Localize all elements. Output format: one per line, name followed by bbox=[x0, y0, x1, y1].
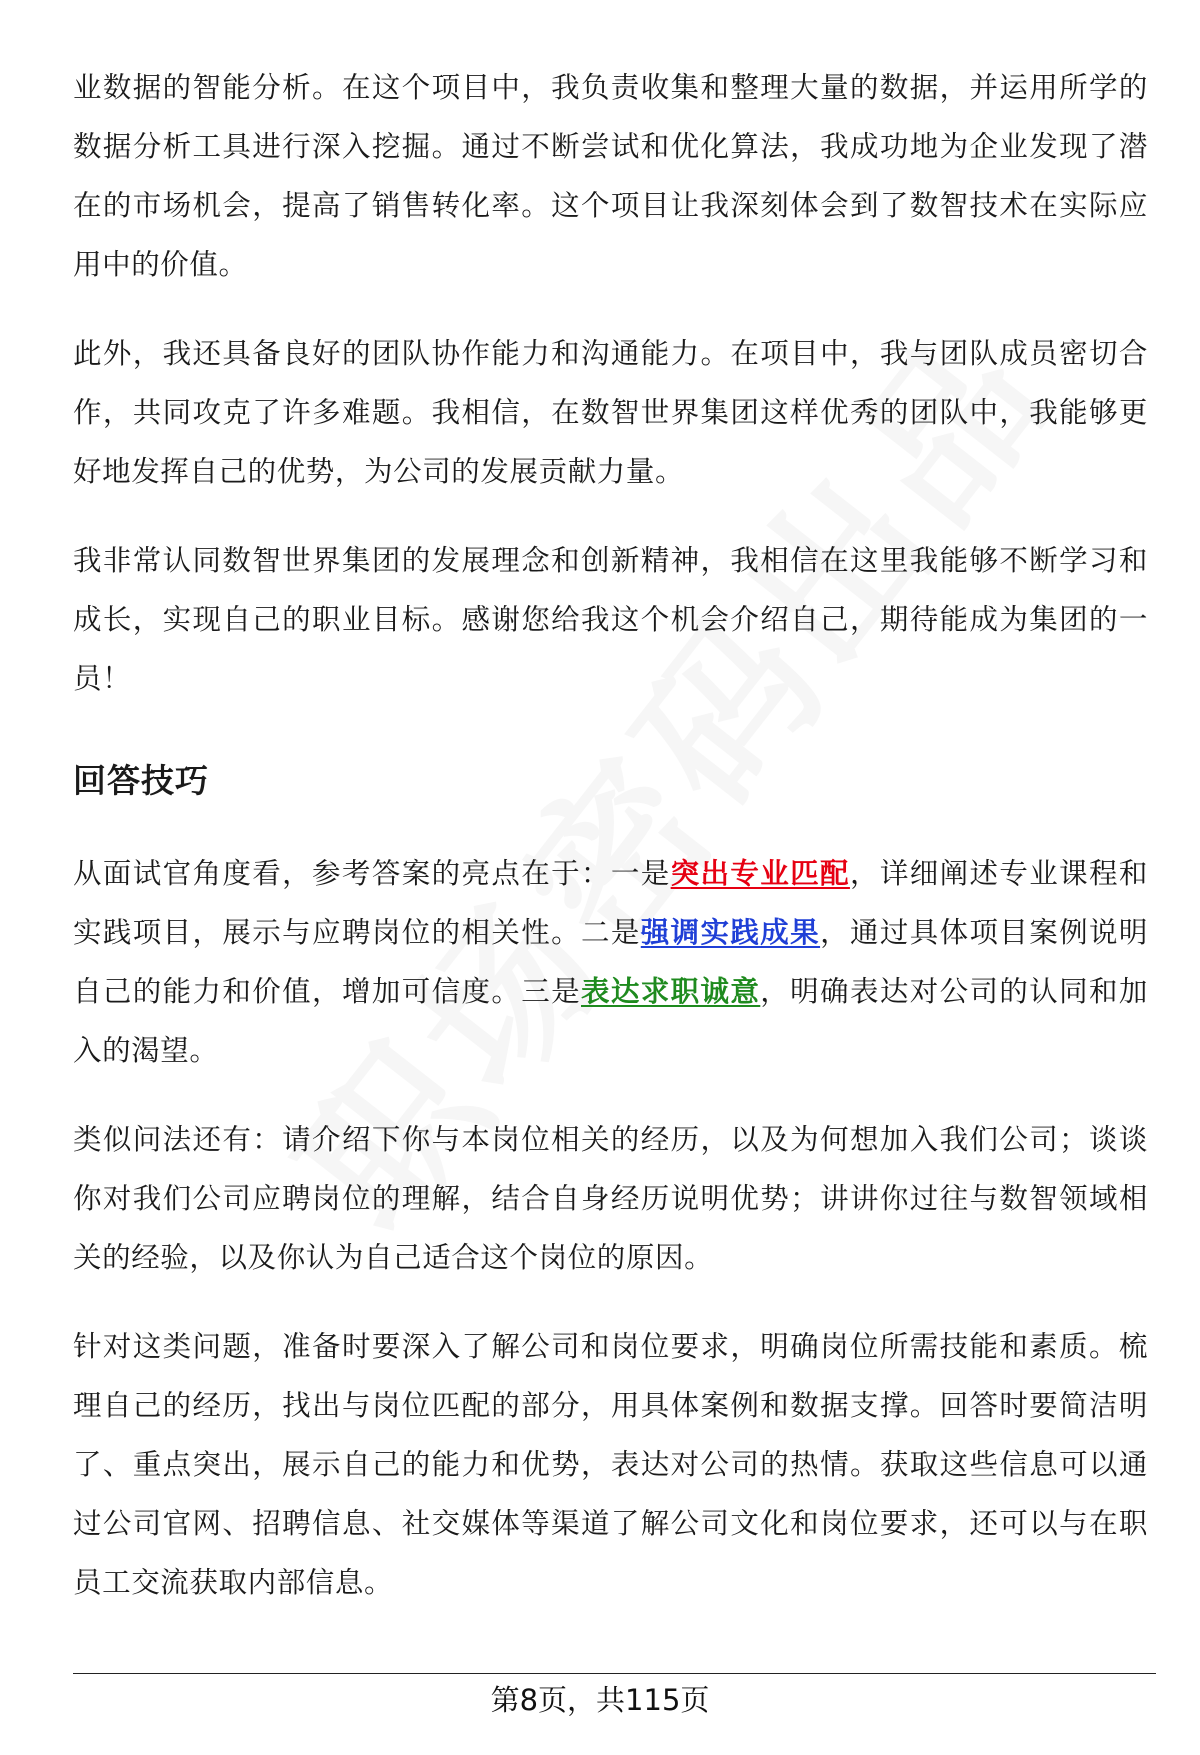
paragraph-closing: 我非常认同数智世界集团的发展理念和创新精神，我相信在这里我能够不断学习和成长，实现自己的职业目标。感谢您给我这个机会介绍自己，期待能成为集团的一员！ bbox=[73, 544, 1148, 695]
highlight-professional-match: 突出专业匹配 bbox=[670, 857, 850, 890]
document-body bbox=[73, 58, 1148, 1642]
tips-text-4: ，明确表达对公司的认同和加入的渴望。 bbox=[73, 975, 1148, 1067]
paragraph-project-experience: 业数据的智能分析。在这个项目中，我负责收集和整理大量的数据，并运用所学的数据分析工具进行深入挖掘。通过不断尝试和优化算法，我成功地为企业发现了潜在的市场机会，提高了销售转化率。这个项目让我深刻体会到了数智技术在实际应用中的价值。 bbox=[73, 71, 1148, 281]
highlight-job-sincerity: 表达求职诚意 bbox=[581, 975, 761, 1008]
footer-divider bbox=[73, 1673, 1156, 1674]
paragraph-answer-highlights bbox=[73, 844, 1148, 1080]
paragraph-teamwork: 此外，我还具备良好的团队协作能力和沟通能力。在项目中，我与团队成员密切合作，共同攻克了许多难题。我相信，在数智世界集团这样优秀的团队中，我能够更好地发挥自己的优势，为公司的发展贡献力量。 bbox=[73, 337, 1148, 488]
paragraph-similar-questions: 类似问法还有：请介绍下你与本岗位相关的经历，以及为何想加入我们公司；谈谈你对我们公司应聘岗位的理解，结合自身经历说明优势；讲讲你过往与数智领域相关的经验，以及你认为自己适合这个岗位的原因。 bbox=[73, 1123, 1148, 1274]
tips-text-3: ，通过具体项目案例说明自己的能力和价值，增加可信度。三是 bbox=[73, 916, 1148, 1008]
section-title-answer-tips: 回答技巧 bbox=[73, 761, 209, 800]
tips-text-1: 从面试官角度看，参考答案的亮点在于：一是 bbox=[73, 857, 671, 890]
highlight-practical-results: 强调实践成果 bbox=[640, 916, 821, 949]
tips-text-2: ，详细阐述专业课程和实践项目，展示与应聘岗位的相关性。二是 bbox=[73, 857, 1148, 949]
paragraph-preparation-advice: 针对这类问题，准备时要深入了解公司和岗位要求，明确岗位所需技能和素质。梳理自己的经历，找出与岗位匹配的部分，用具体案例和数据支撑。回答时要简洁明了、重点突出，展示自己的能力和优势，表达对公司的热情。获取这些信息可以通过公司官网、招聘信息、社交媒体等渠道了解公司文化和岗位要求，还可以与在职员工交流获取内部信息。 bbox=[73, 1330, 1148, 1599]
page-number: 第8页，共115页 bbox=[490, 1683, 710, 1717]
